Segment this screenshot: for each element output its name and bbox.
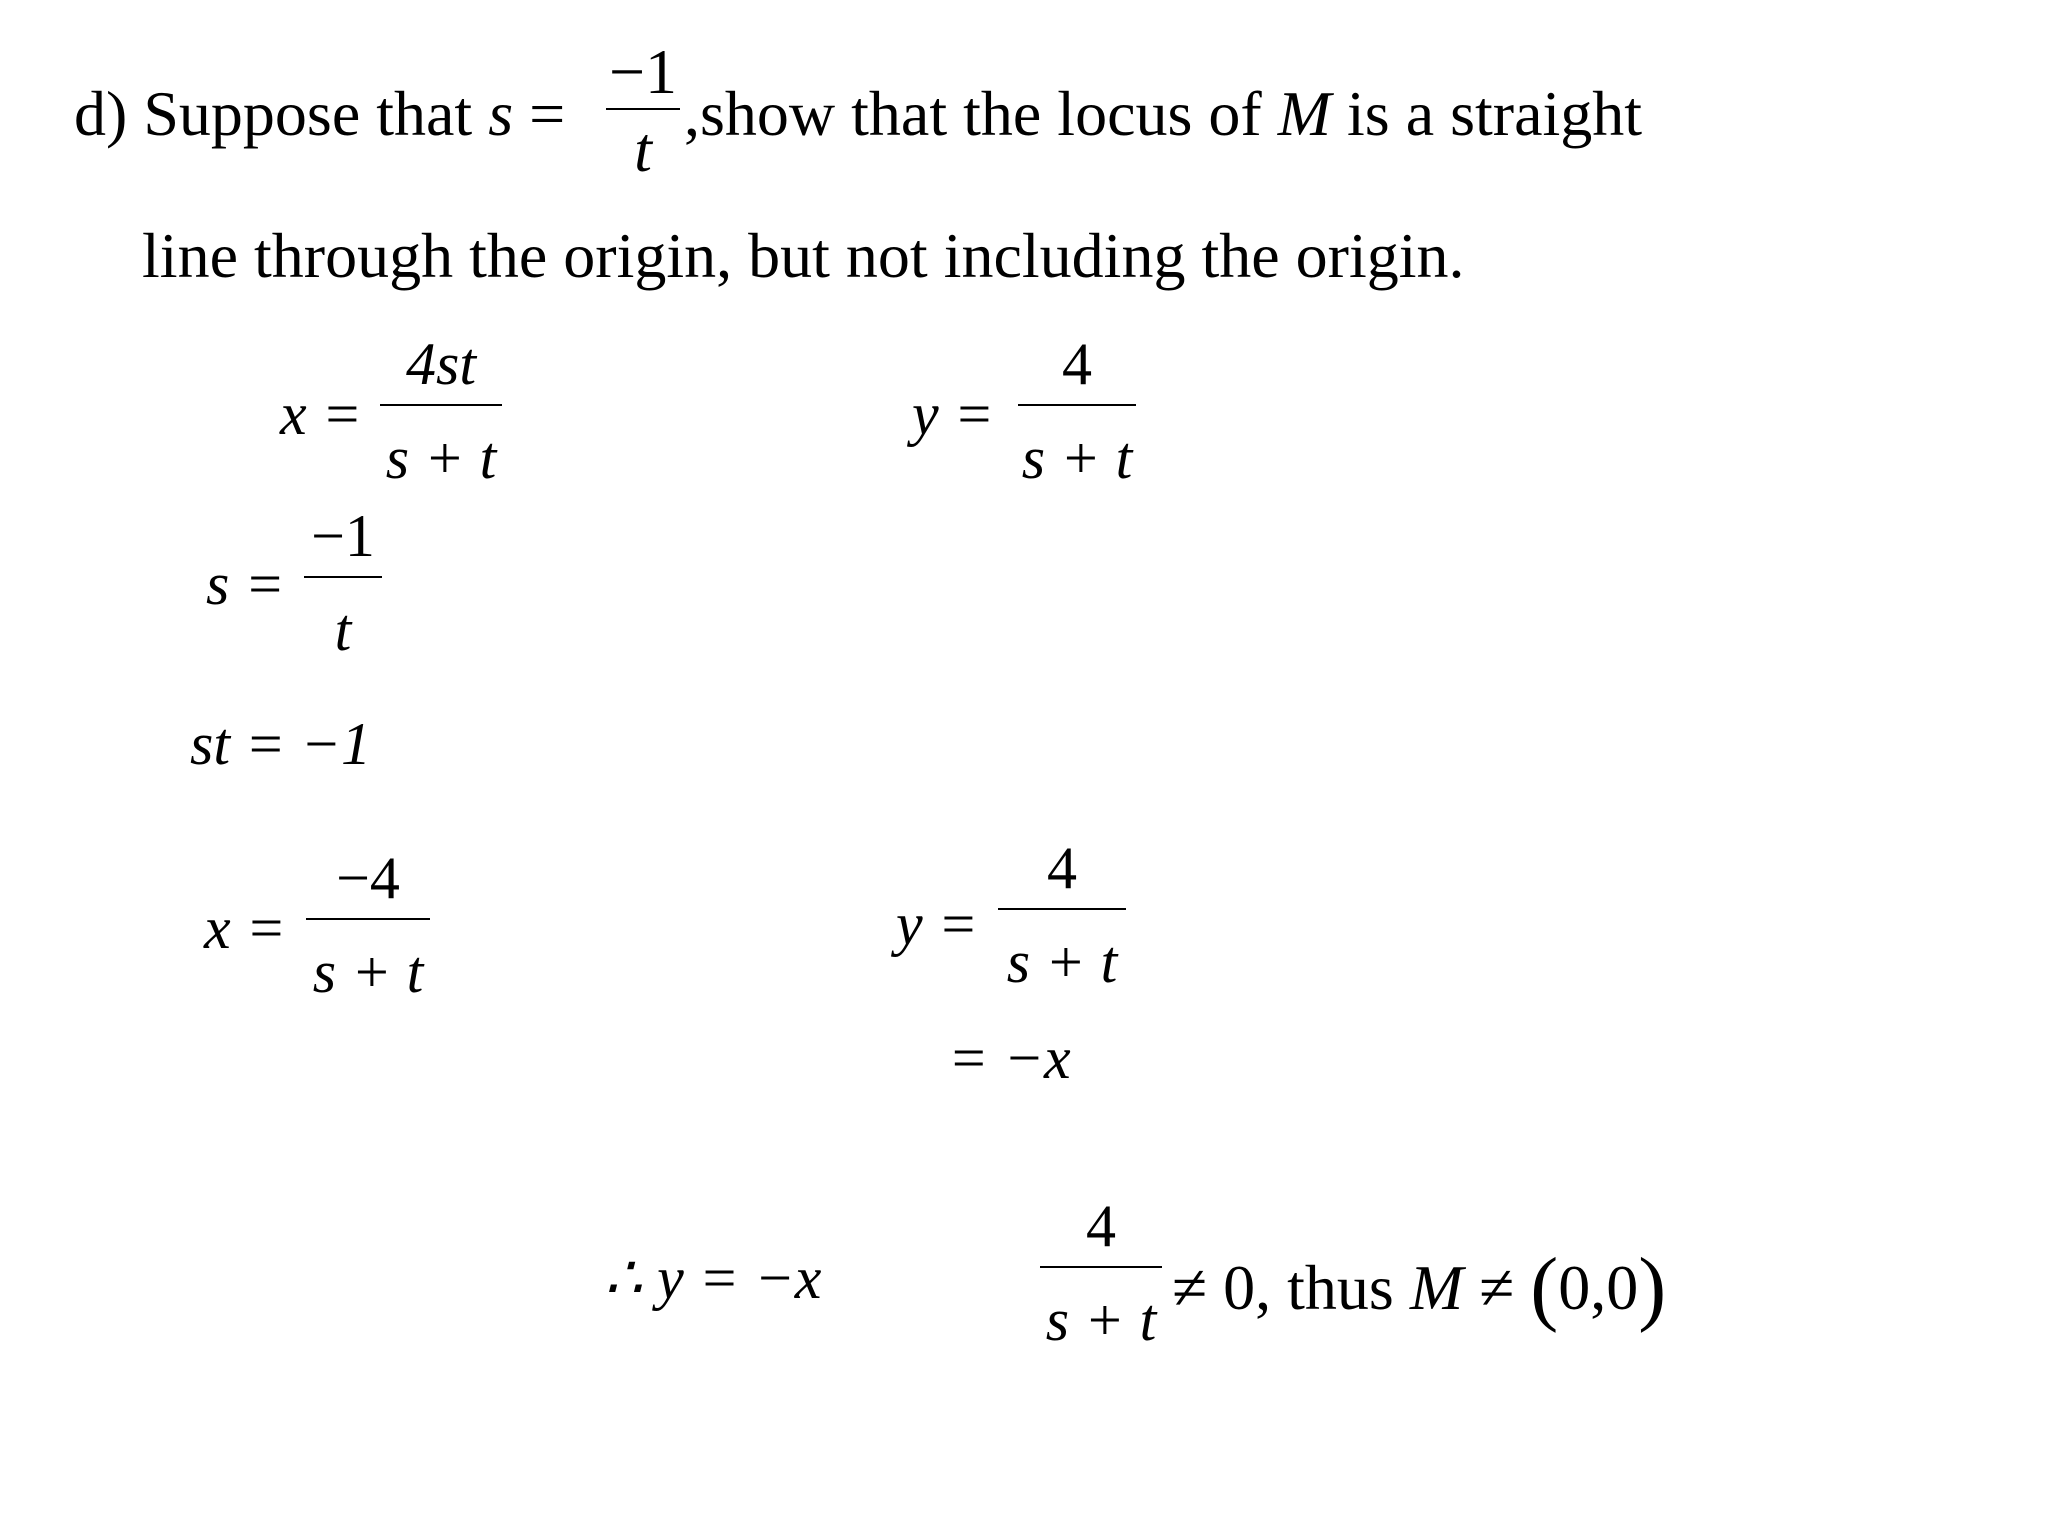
fraction-denominator: t [634, 114, 652, 185]
y-lhs: y = [912, 381, 995, 447]
condition-numerator: 4 [1086, 1193, 1116, 1259]
condition-text [1172, 1240, 1667, 1334]
therefore-line: ∴ y = −x [604, 1245, 822, 1311]
s-lhs: s = [206, 551, 285, 617]
is-straight-text: is a straight [1347, 78, 1643, 149]
y2-fraction-bar [998, 908, 1126, 910]
s-denominator: t [334, 597, 352, 663]
x2-fraction-bar [306, 918, 430, 920]
condition-denominator: s + t [1045, 1287, 1157, 1353]
s-variable: s [488, 78, 514, 149]
x-denominator: s + t [385, 425, 497, 491]
fraction-numerator: −1 [608, 36, 678, 107]
statement-fraction [606, 36, 680, 185]
suppose-text: Suppose that [143, 78, 473, 149]
not-equal-zero-thus: ≠ 0, thus [1172, 1252, 1394, 1323]
x-fraction [380, 331, 502, 491]
x2-lhs: x = [204, 895, 287, 961]
condition-M: M [1409, 1252, 1464, 1323]
fraction-bar [606, 108, 680, 110]
x2-fraction [306, 845, 430, 1005]
y2-denominator: s + t [1006, 929, 1118, 995]
show-text: show that the locus of [700, 78, 1262, 149]
left-paren: ( [1530, 1241, 1559, 1334]
st-equation: st = −1 [190, 711, 371, 777]
condition-fraction [1040, 1193, 1162, 1353]
y2-numerator: 4 [1047, 835, 1077, 901]
part-label: d) [74, 78, 128, 149]
y2-result: = −x [948, 1025, 1071, 1091]
comma: , [684, 78, 700, 149]
problem-line-1-rest [684, 78, 1643, 149]
s-numerator: −1 [311, 503, 375, 569]
not-equal-sign: ≠ [1479, 1252, 1515, 1323]
y2-fraction [998, 835, 1126, 995]
y-fraction [1018, 331, 1136, 491]
y-denominator: s + t [1021, 425, 1133, 491]
s-fraction [304, 503, 382, 663]
y-numerator: 4 [1062, 331, 1092, 397]
condition-fraction-bar [1040, 1266, 1162, 1268]
equals-sign: = [529, 78, 566, 149]
problem-line-2: line through the origin, but not including the origin. [142, 220, 1465, 291]
x-fraction-bar [380, 404, 502, 406]
y2-lhs: y = [896, 891, 979, 957]
x2-denominator: s + t [312, 939, 424, 1005]
x2-numerator: −4 [336, 845, 400, 911]
y-fraction-bar [1018, 404, 1136, 406]
right-paren: ) [1638, 1241, 1667, 1334]
s-fraction-bar [304, 576, 382, 578]
problem-line-1 [74, 78, 566, 149]
M-variable: M [1277, 78, 1331, 149]
x-numerator: 4st [405, 331, 477, 397]
x-lhs: x = [280, 381, 363, 447]
origin-point: 0,0 [1558, 1252, 1639, 1323]
